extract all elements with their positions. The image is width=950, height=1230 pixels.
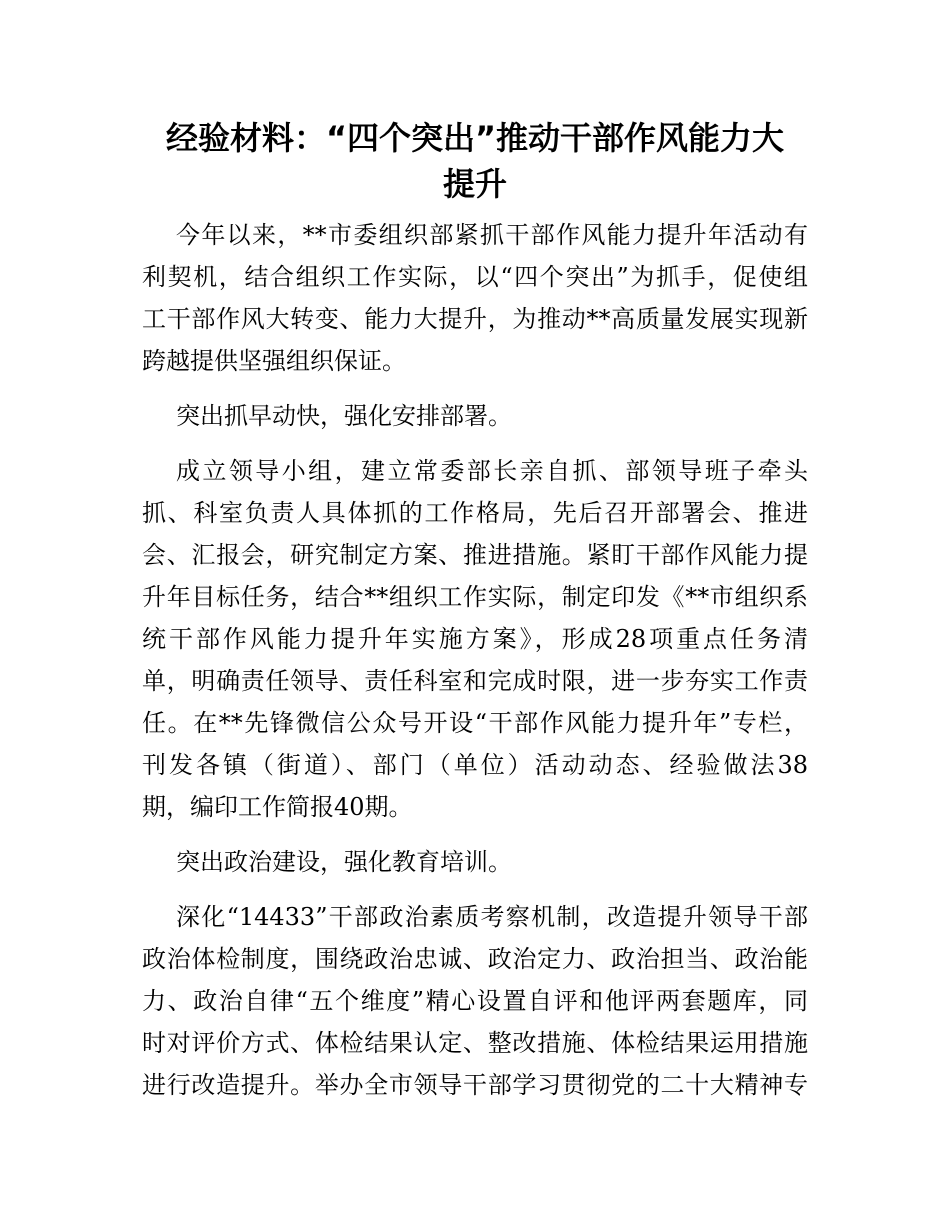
paragraph-line: 跨越提供坚强组织保证。 xyxy=(142,347,406,375)
paragraph-line: 深化“14433”干部政治素质考察机制，改造提升领导干部 xyxy=(176,903,808,931)
paragraph-line: 力、政治自律“五个维度”精心设置自评和他评两套题库，同 xyxy=(142,987,808,1015)
paragraph-line: 升年目标任务，结合**组织工作实际，制定印发《**市组织系 xyxy=(142,583,808,611)
section-heading: 突出抓早动快，强化安排部署。 xyxy=(176,402,512,430)
paragraph-line: 任。在**先锋微信公众号开设“干部作风能力提升年”专栏， xyxy=(142,709,808,737)
document-title-line-2: 提升 xyxy=(442,165,507,203)
paragraph-line: 进行改造提升。举办全市领导干部学习贯彻党的二十大精神专 xyxy=(142,1071,808,1099)
section-heading: 突出政治建设，强化教育培训。 xyxy=(176,848,512,876)
paragraph-line: 抓、科室负责人具体抓的工作格局，先后召开部署会、推进 xyxy=(142,499,808,527)
paragraph-line: 期，编印工作简报40期。 xyxy=(142,793,413,821)
paragraph-line: 单，明确责任领导、责任科室和完成时限，进一步夯实工作责 xyxy=(142,667,808,695)
paragraph-line: 会、汇报会，研究制定方案、推进措施。紧盯干部作风能力提 xyxy=(142,541,808,569)
paragraph-line: 工干部作风大转变、能力大提升，为推动**高质量发展实现新 xyxy=(142,305,808,333)
paragraph-line: 成立领导小组，建立常委部长亲自抓、部领导班子牵头 xyxy=(176,457,808,485)
document-title-line-1: 经验材料：“四个突出”推动干部作风能力大 xyxy=(165,119,785,157)
paragraph-line: 利契机，结合组织工作实际，以“四个突出”为抓手，促使组 xyxy=(142,263,808,291)
paragraph-line: 统干部作风能力提升年实施方案》，形成28项重点任务清 xyxy=(142,625,808,653)
paragraph-line: 刊发各镇（街道）、部门（单位）活动动态、经验做法38 xyxy=(142,751,808,779)
paragraph-line: 今年以来，**市委组织部紧抓干部作风能力提升年活动有 xyxy=(176,221,808,249)
paragraph-line: 时对评价方式、体检结果认定、整改措施、体检结果运用措施 xyxy=(142,1029,808,1057)
paragraph-line: 政治体检制度，围绕政治忠诚、政治定力、政治担当、政治能 xyxy=(142,945,808,973)
